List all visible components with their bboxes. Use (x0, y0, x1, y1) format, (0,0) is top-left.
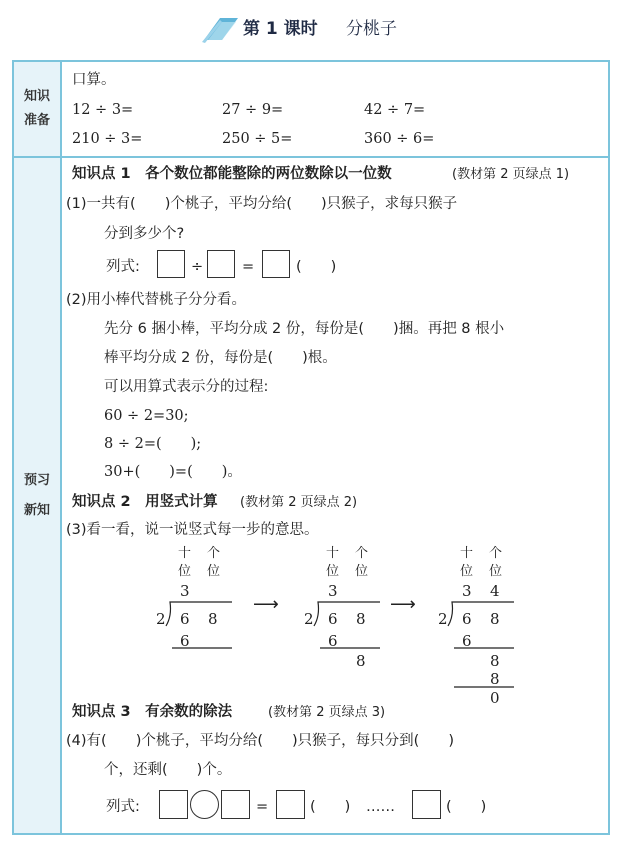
prep-label-2: 准备 (23, 113, 50, 128)
place-label: 位 (460, 564, 474, 579)
div-sign: ÷ (191, 259, 204, 275)
operator-circle[interactable] (190, 790, 219, 819)
kp1-title: 知识点 1 各个数位都能整除的两位数除以一位数 (72, 166, 392, 182)
answer-box[interactable] (157, 250, 185, 278)
prep-calc: 27 ÷ 9= (222, 102, 284, 118)
remainder-digit: 8 (356, 652, 366, 670)
page-header (0, 0, 624, 56)
divisor: 2 (304, 610, 314, 628)
book-icon (200, 14, 240, 44)
equal-sign: = (256, 799, 269, 815)
prep-calc: 250 ÷ 5= (222, 131, 293, 147)
prep-calc: 42 ÷ 7= (364, 102, 426, 118)
final-remainder: 0 (490, 689, 500, 707)
divisor: 2 (156, 610, 166, 628)
quotient-digit: 4 (490, 582, 500, 600)
quotient-digit: 3 (462, 582, 472, 600)
product-digit: 6 (180, 632, 190, 650)
product-digit: 6 (462, 632, 472, 650)
quotient-digit: 3 (180, 582, 190, 600)
prep-label-1: 知识 (23, 89, 50, 104)
place-label: 位 (326, 564, 340, 579)
place-label: 位 (489, 564, 503, 579)
answer-box[interactable] (412, 790, 441, 819)
q3-text: (3)看一看，说一说竖式每一步的意思。 (66, 522, 319, 538)
dividend-digit: 6 (180, 610, 190, 628)
calc-step: 60 ÷ 2=30; (104, 408, 189, 424)
calc-step: 30+( )=( )。 (104, 464, 242, 480)
new-label-1: 预习 (23, 473, 50, 488)
lesson-number: 第 1 课时 (243, 19, 318, 39)
arrow-icon: ⟶ (253, 594, 279, 615)
kp3-title: 知识点 3 有余数的除法 (72, 704, 233, 720)
section-divider (14, 156, 608, 158)
dividend-digit: 6 (462, 610, 472, 628)
kp2-title: 知识点 2 用竖式计算 (72, 494, 218, 510)
prep-calc: 210 ÷ 3= (72, 131, 143, 147)
remainder-dots: …… (366, 799, 395, 815)
q4-line2: 个，还剩( )个。 (104, 762, 232, 778)
place-label: 位 (178, 564, 192, 579)
divisor: 2 (438, 610, 448, 628)
kp2-ref: (教材第 2 页绿点 2) (240, 495, 358, 510)
prep-calc: 12 ÷ 3= (72, 102, 134, 118)
answer-box[interactable] (276, 790, 305, 819)
place-label: 十 (326, 546, 340, 561)
place-label: 个 (207, 546, 221, 561)
kp1-ref: (教材第 2 页绿点 1) (452, 167, 570, 182)
q1-line2: 分到多少个? (104, 226, 185, 242)
q2-line4: 可以用算式表示分的过程: (104, 379, 269, 395)
place-label: 十 (460, 546, 474, 561)
division-bracket (160, 600, 240, 656)
division-bracket (308, 600, 388, 656)
lesson-title: 分桃子 (346, 19, 397, 39)
dividend-digit: 8 (356, 610, 366, 628)
formula-label: 列式: (106, 799, 140, 815)
q2-line1: (2)用小棒代替桃子分分看。 (66, 292, 247, 308)
remainder-digit: 8 (490, 652, 500, 670)
place-label: 个 (489, 546, 503, 561)
formula-label: 列式: (106, 259, 140, 275)
answer-box[interactable] (262, 250, 290, 278)
place-label: 位 (355, 564, 369, 579)
unit-paren: ( ) (310, 799, 351, 815)
section-sidebar (14, 62, 62, 833)
dividend-digit: 8 (208, 610, 218, 628)
q2-line3: 棒平均分成 2 份，每份是( )根。 (104, 350, 337, 366)
place-label: 位 (207, 564, 221, 579)
division-bracket (442, 600, 522, 692)
calc-step: 8 ÷ 2=( ); (104, 436, 202, 452)
kp3-ref: (教材第 2 页绿点 3) (268, 705, 386, 720)
quotient-digit: 3 (328, 582, 338, 600)
answer-box[interactable] (207, 250, 235, 278)
product-digit: 6 (328, 632, 338, 650)
prep-intro: 口算。 (72, 72, 116, 88)
equal-sign: = (242, 259, 255, 275)
q2-line2: 先分 6 捆小棒，平均分成 2 份，每份是( )捆。再把 8 根小 (104, 321, 505, 337)
unit-paren: ( ) (296, 259, 337, 275)
q1-line1: (1)一共有( )个桃子，平均分给( )只猴子，求每只猴子 (66, 196, 458, 212)
place-label: 十 (178, 546, 192, 561)
answer-box[interactable] (159, 790, 188, 819)
answer-box[interactable] (221, 790, 250, 819)
unit-paren: ( ) (446, 799, 487, 815)
place-label: 个 (355, 546, 369, 561)
q4-line1: (4)有( )个桃子，平均分给( )只猴子，每只分到( ) (66, 733, 454, 749)
dividend-digit: 8 (490, 610, 500, 628)
product-digit: 8 (490, 670, 500, 688)
prep-calc: 360 ÷ 6= (364, 131, 435, 147)
arrow-icon: ⟶ (390, 594, 416, 615)
new-label-2: 新知 (23, 503, 50, 518)
dividend-digit: 6 (328, 610, 338, 628)
